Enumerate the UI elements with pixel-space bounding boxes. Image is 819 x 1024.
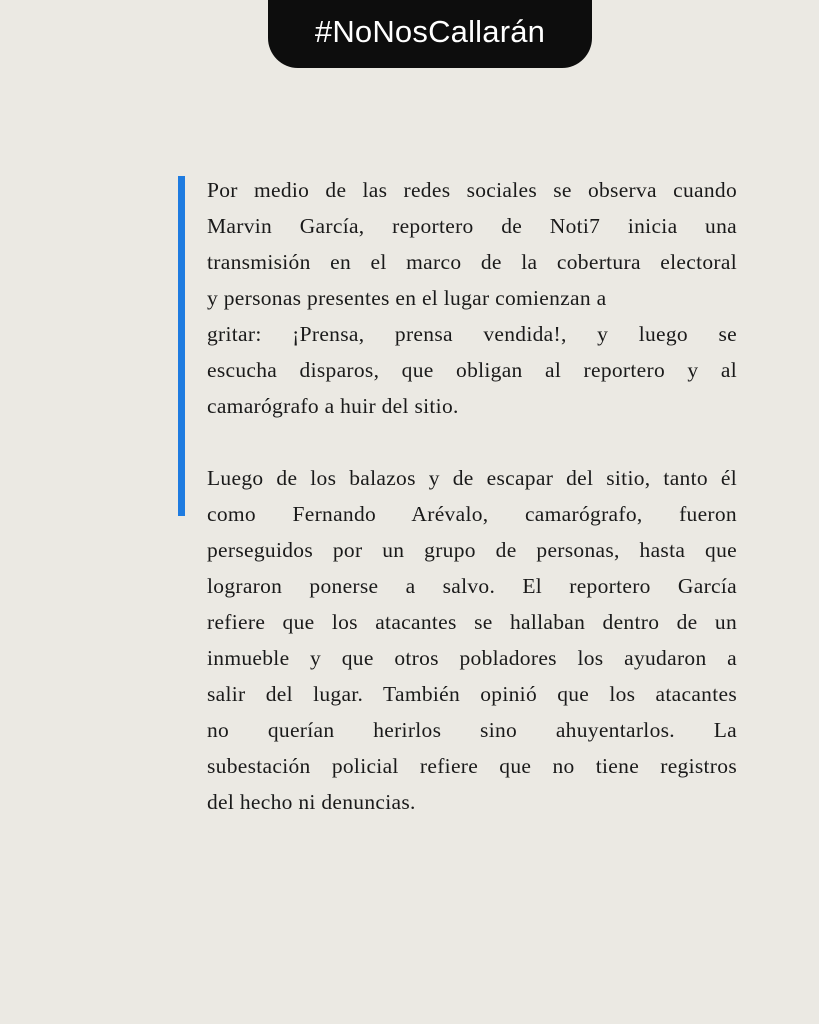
paragraph-line: camarógrafo a huir del sitio. xyxy=(207,394,459,418)
article-body xyxy=(207,172,737,856)
paragraph-line: Marvin García, reportero de Noti7 inicia una xyxy=(207,214,737,238)
paragraph-line: salir del lugar. También opinió que los atacantes xyxy=(207,682,737,706)
hashtag-banner xyxy=(268,0,592,68)
paragraph-line: como Fernando Arévalo, camarógrafo, fueron xyxy=(207,502,737,526)
paragraph-line: lograron ponerse a salvo. El reportero García xyxy=(207,574,737,598)
paragraph-line: transmisión en el marco de la cobertura electoral xyxy=(207,250,737,274)
paragraph-line: subestación policial refiere que no tiene registros xyxy=(207,754,737,778)
paragraph-line: Por medio de las redes sociales se observa cuando xyxy=(207,178,737,202)
paragraph-line: inmueble y que otros pobladores los ayudaron a xyxy=(207,646,737,670)
hashtag-label: #NoNosCallarán xyxy=(314,14,546,49)
paragraph-line: refiere que los atacantes se hallaban dentro de un xyxy=(207,610,737,634)
paragraph-line: gritar: ¡Prensa, prensa vendida!, y luego se xyxy=(207,322,737,346)
paragraph-line: perseguidos por un grupo de personas, hasta que xyxy=(207,538,737,562)
paragraph-line: del hecho ni denuncias. xyxy=(207,790,416,814)
paragraph-line: Luego de los balazos y de escapar del sitio, tanto él xyxy=(207,466,737,490)
paragraph-line: escucha disparos, que obligan al reportero y al xyxy=(207,358,737,382)
paragraph-1 xyxy=(207,172,737,424)
paragraph-line: y personas presentes en el lugar comienzan a xyxy=(207,286,607,310)
quote-accent-bar xyxy=(178,176,185,516)
paragraph-2 xyxy=(207,460,737,820)
paragraph-line: no querían herirlos sino ahuyentarlos. La xyxy=(207,718,737,742)
